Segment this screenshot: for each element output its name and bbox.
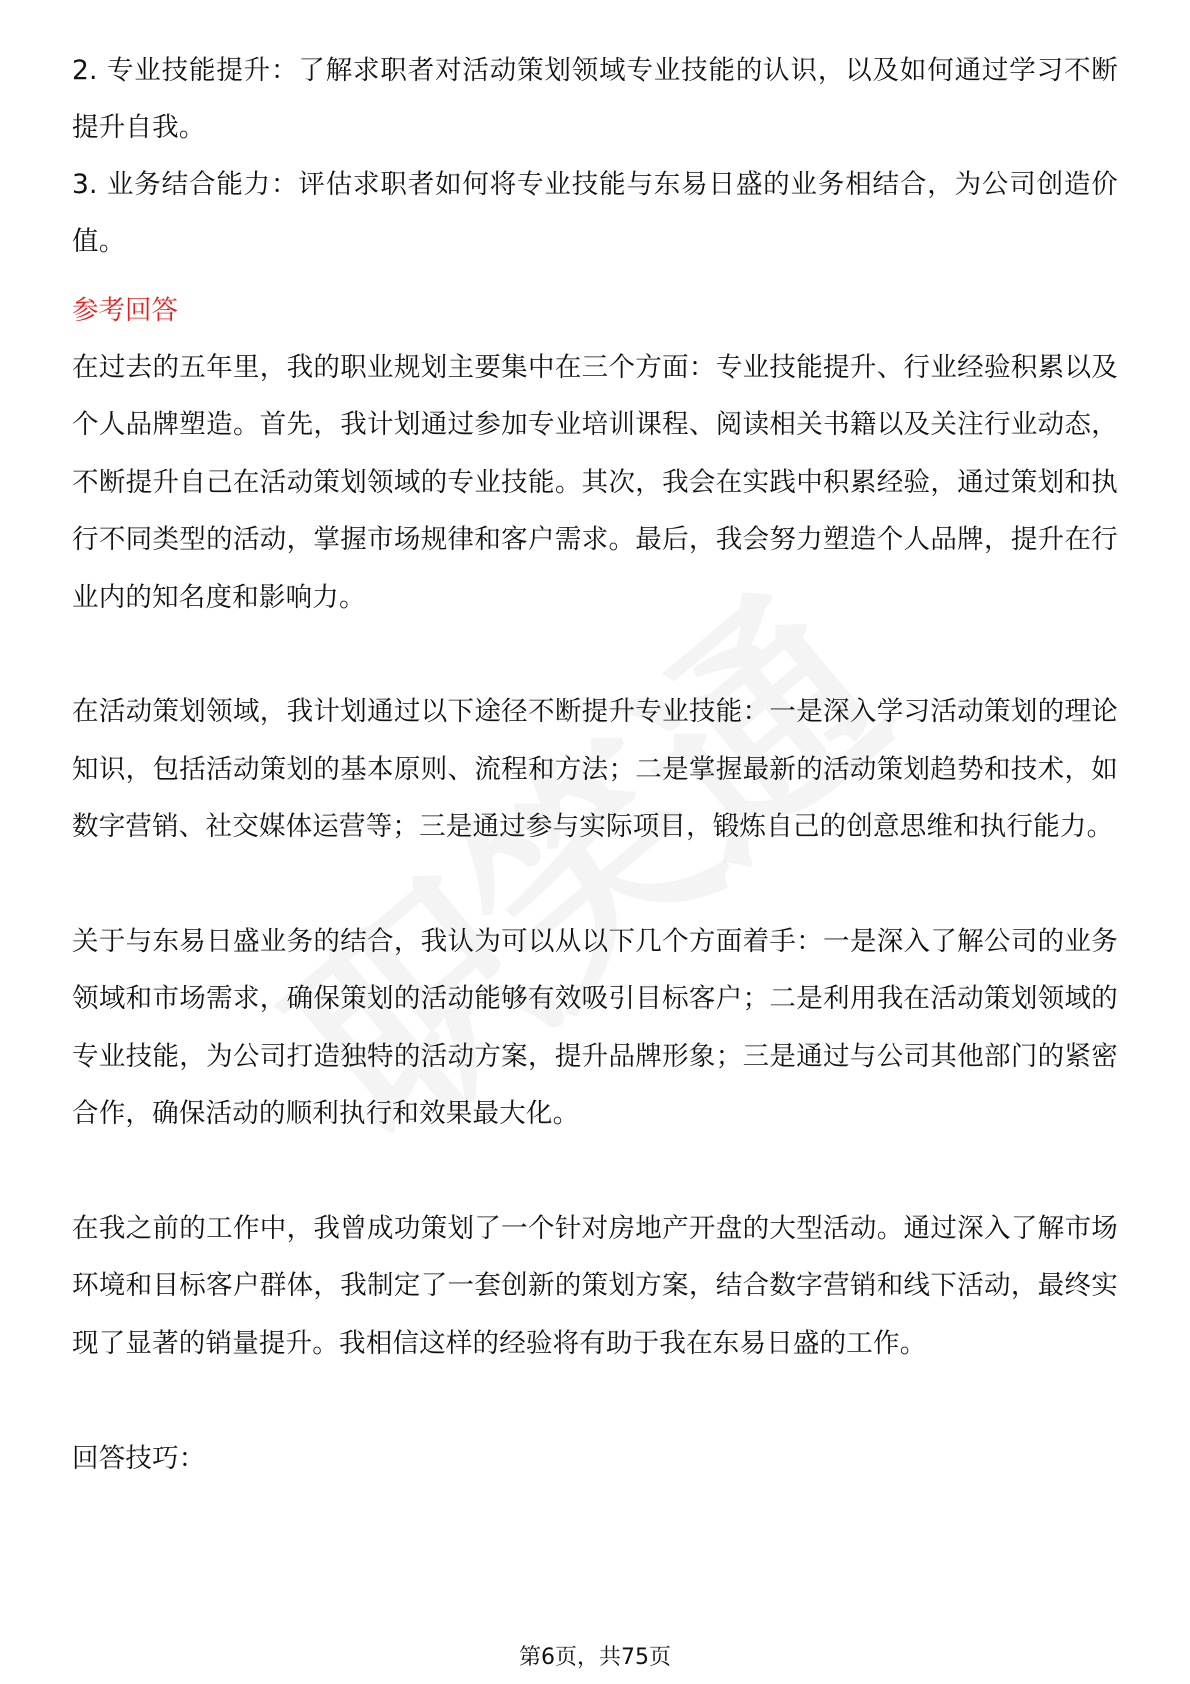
paragraph-gap	[72, 1143, 1118, 1200]
answer-paragraph-3: 关于与东易日盛业务的结合，我认为可以从以下几个方面着手：一是深入了解公司的业务领域和市场需求，确保策划的活动能够有效吸引目标客户；二是利用我在活动策划领域的专业技能，为公司打造独特的活动方案，提升品牌形象；三是通过与公司其他部门的紧密合作，确保活动的顺利执行和效果最大化。	[72, 926, 1118, 1130]
answer-heading: 参考回答	[72, 295, 178, 326]
point-item-3: 3. 业务结合能力：评估求职者如何将专业技能与东易日盛的业务相结合，为公司创造价值。	[72, 169, 1118, 257]
paragraph-gap	[72, 626, 1118, 683]
answer-paragraph-2: 在活动策划领域，我计划通过以下途径不断提升专业技能：一是深入学习活动策划的理论知识，包括活动策划的基本原则、流程和方法；二是掌握最新的活动策划趋势和技术，如数字营销、社交媒体运营等；三是通过参与实际项目，锻炼自己的创意思维和执行能力。	[72, 696, 1118, 843]
paragraph-gap	[72, 856, 1118, 913]
page-footer: 第6页，共75页	[519, 1645, 671, 1670]
point-item-2: 2. 专业技能提升：了解求职者对活动策划领域专业技能的认识，以及如何通过学习不断提升自我。	[72, 55, 1118, 143]
page-content	[72, 42, 1118, 1487]
tips-label: 回答技巧：	[72, 1442, 206, 1474]
answer-paragraph-4: 在我之前的工作中，我曾成功策划了一个针对房地产开盘的大型活动。通过深入了解市场环境和目标客户群体，我制定了一套创新的策划方案，结合数字营销和线下活动，最终实现了显著的销量提升。我相信这样的经验将有助于我在东易日盛的工作。	[72, 1213, 1118, 1359]
answer-paragraph-1: 在过去的五年里，我的职业规划主要集中在三个方面：专业技能提升、行业经验积累以及个人品牌塑造。首先，我计划通过参加专业培训课程、阅读相关书籍以及关注行业动态，不断提升自己在活动策划领域的专业技能。其次，我会在实践中积累经验，通过策划和执行不同类型的活动，掌握市场规律和客户需求。最后，我会努力塑造个人品牌，提升在行业内的知名度和影响力。	[72, 352, 1118, 613]
paragraph-gap	[72, 1372, 1118, 1429]
